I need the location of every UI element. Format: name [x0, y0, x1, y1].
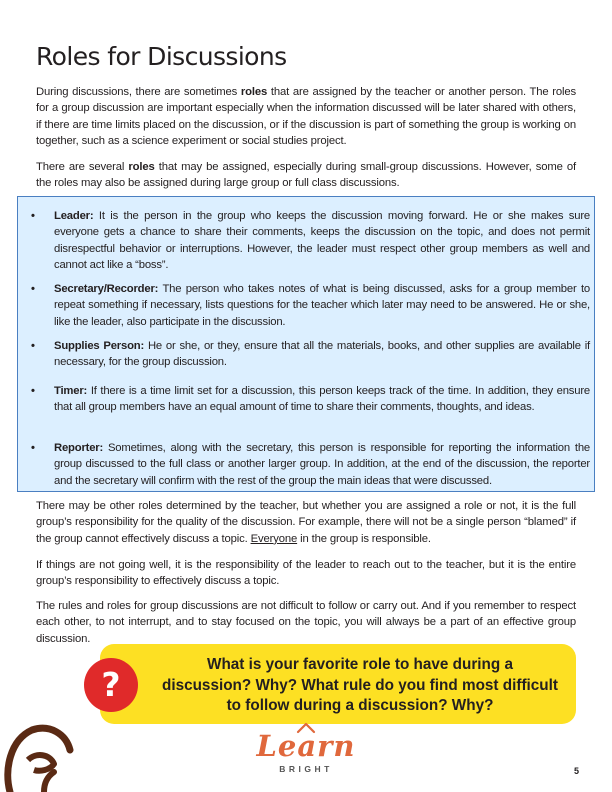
role-item-secretary	[31, 281, 590, 330]
intro-paragraph-1	[36, 84, 576, 150]
bullet: •	[31, 385, 35, 397]
page-number: 5	[574, 766, 580, 776]
role-description: Sometimes, along with the secretary, this person is responsible for reporting the information the group discussed to the full class or another larger group. In addition, at the end of the discussion, the reporter and the secretary will confirm with the rest of the group the main ideas that were discussed.	[54, 442, 590, 487]
role-description: He or she, or they, ensure that all the materials, books, and other supplies are available if necessary, for the group discussion.	[54, 340, 590, 369]
role-term: Secretary/Recorder:	[54, 283, 159, 295]
outro-p1-underlined: Everyone	[250, 532, 298, 545]
logo-word: Learn	[256, 729, 356, 763]
bullet: •	[31, 210, 35, 222]
intro-p2-a: There are several	[36, 161, 129, 173]
role-description: If there is a time limit set for a discussion, this person keeps track of the time. In addition, they ensure that all group members have an equal amount of time to share their comments, thoughts, and ideas.	[54, 385, 590, 414]
role-description: The person who takes notes of what is being discussed, asks for a group member to repeat something if necessary, lists questions for the teacher which later may need to be answered. He or she, like the leader, also participate in the discussion.	[54, 283, 590, 328]
logo-subtitle: BRIGHT	[279, 764, 333, 774]
roles-box	[17, 196, 595, 492]
role-term: Reporter:	[54, 442, 104, 454]
intro-p1-roles-term: roles	[240, 86, 268, 98]
question-mark-icon: ?	[84, 658, 138, 712]
outro-paragraph-2: If things are not going well, it is the responsibility of the leader to reach out to the teacher, but it is the entire group’s responsibility to effectively discuss a topic.	[36, 559, 576, 588]
role-item-supplies-person	[31, 338, 590, 371]
role-item-reporter	[31, 440, 590, 489]
bullet: •	[31, 340, 35, 352]
thinking-person-icon	[0, 700, 100, 792]
outro-paragraph-3: The rules and roles for group discussions are not difficult to follow or carry out. And if you remember to respect each other, to not interrupt, and to stay focused on the topic, you will always be a part of an effective group discussion.	[36, 600, 576, 645]
page-title: Roles for Discussions	[36, 42, 287, 71]
learn-bright-logo	[246, 730, 366, 790]
callout-line-1: What is your favorite role to have during a	[207, 656, 513, 673]
role-item-leader	[31, 208, 590, 274]
outro-p1-c: in the group is responsible.	[297, 532, 431, 545]
intro-paragraph-2	[36, 159, 576, 192]
bullet: •	[31, 283, 35, 295]
callout-line-2: discussion? Why? What rule do you find most difficult	[161, 676, 558, 694]
callout-line-3: to follow during a discussion? Why?	[226, 697, 494, 714]
intro-p2-c: that may be assigned, especially during small-group discussions. However, some of the roles may also be assigned during large group or full class discussions.	[36, 161, 576, 190]
role-term: Supplies Person:	[54, 340, 145, 352]
role-description: It is the person in the group who keeps the discussion moving forward. He or she makes sure everyone gets a chance to share their comments, keeps the discussion on the topic, and does not permit disrespectful behavior or interruptions. However, the leader must respect other group members as well and cannot act like a “boss”.	[54, 210, 590, 272]
intro-p1-c: that are assigned by the teacher or another person. The roles for a group discussion are important especially when the information discussed will be later shared with others, if there are time limits placed on the discussion, or if the discussion is part of something the group is working on together, such as a science experiment or social studies project.	[36, 86, 576, 148]
outro-p1-a: There may be other roles determined by the teacher, but whether you are assigned a role or not, it is the full group’s responsibility for the quality of the discussion. For example, there will not be a single person “blamed” if the group cannot effectively discuss a topic.	[36, 500, 576, 545]
intro-p2-roles-term: roles	[128, 161, 155, 173]
role-term: Leader:	[54, 210, 94, 222]
callout-question	[150, 655, 570, 717]
role-item-timer	[31, 383, 590, 416]
intro-p1-a: During discussions, there are sometimes	[36, 86, 241, 98]
bullet: •	[31, 442, 35, 454]
role-term: Timer:	[54, 385, 88, 397]
outro-paragraph-1	[36, 498, 576, 547]
